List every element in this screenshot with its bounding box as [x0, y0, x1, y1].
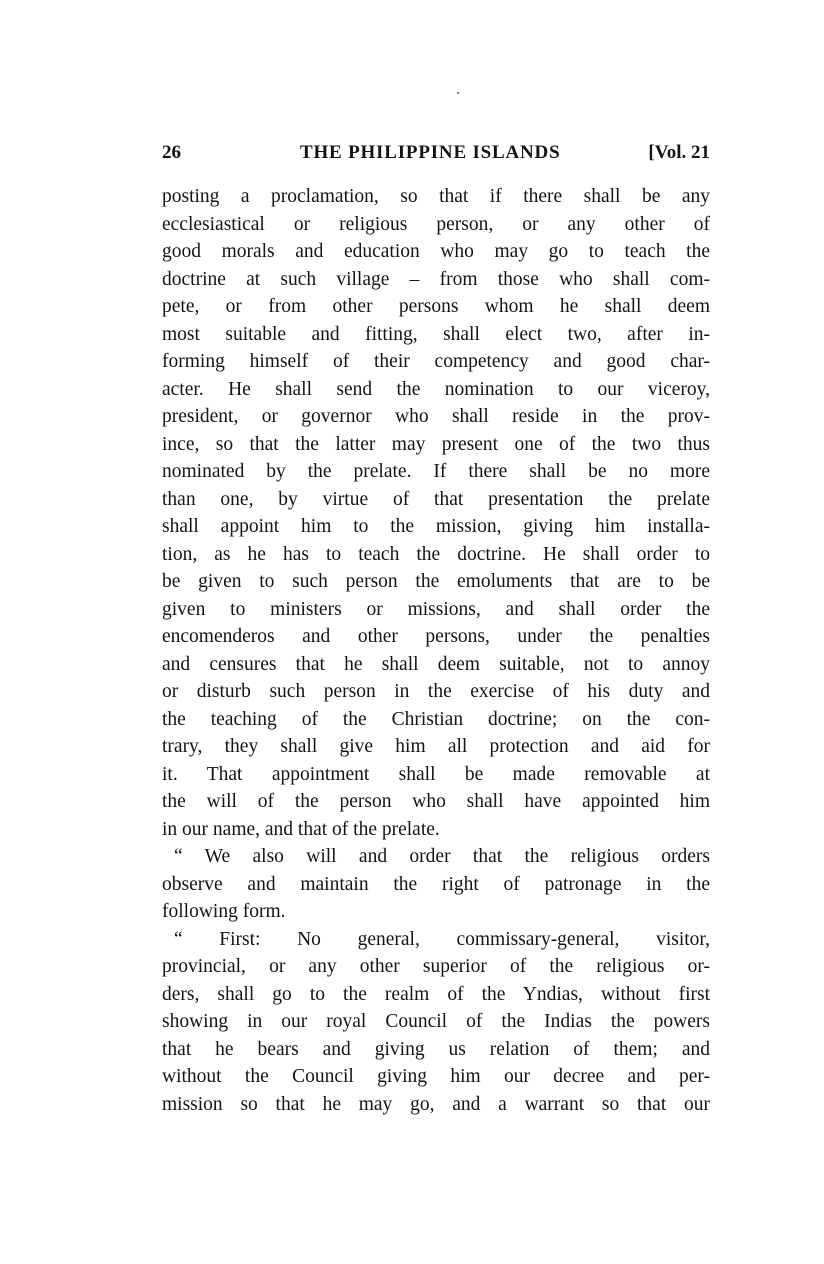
text-line: than one, by virtue of that presentation the prelate	[162, 488, 710, 510]
text-line: ince, so that the latter may present one of the two thus	[162, 433, 710, 455]
text-line: without the Council giving him our decree and per-	[162, 1066, 710, 1087]
text-line: observe and maintain the right of patronage in the	[162, 873, 710, 895]
text-line: and censures that he shall deem suitable, not to annoy	[162, 653, 710, 675]
text-line: shall appoint him to the mission, giving him installa-	[162, 516, 710, 537]
text-line: ders, shall go to the realm of the Yndias, without first	[162, 983, 710, 1005]
text-line: that he bears and giving us relation of them; and	[162, 1038, 710, 1060]
print-speck	[457, 92, 459, 94]
text-line: encomenderos and other persons, under the penalties	[162, 626, 710, 647]
text-line: the will of the person who shall have appointed him	[162, 791, 710, 812]
text-line: showing in our royal Council of the Indias the powers	[162, 1011, 710, 1032]
text-line: the teaching of the Christian doctrine; on the con-	[162, 708, 710, 730]
text-line: pete, or from other persons whom he shall deem	[162, 296, 710, 317]
text-line: following form.	[162, 901, 286, 922]
text-line: nominated by the prelate. If there shall be no more	[162, 461, 710, 482]
volume-reference: [Vol. 21	[648, 142, 710, 163]
text-line: tion, as he has to teach the doctrine. He shall order to	[162, 543, 710, 565]
text-line: in our name, and that of the prelate.	[162, 818, 440, 840]
text-line: good morals and education who may go to teach the	[162, 241, 710, 262]
text-line: doctrine at such village – from those who shall com-	[162, 268, 710, 290]
text-line: mission so that he may go, and a warrant so that our	[162, 1093, 710, 1115]
text-line: forming himself of their competency and good char-	[162, 351, 710, 372]
text-line: ecclesiastical or religious person, or any other of	[162, 213, 710, 235]
text-line: trary, they shall give him all protection and aid for	[162, 736, 710, 757]
text-line: acter. He shall send the nomination to our viceroy,	[162, 378, 710, 400]
text-line: given to ministers or missions, and shall order the	[162, 598, 710, 620]
text-line: “ We also will and order that the religious orders	[174, 846, 710, 867]
text-line: it. That appointment shall be made removable at	[162, 763, 710, 785]
text-line: president, or governor who shall reside in the prov-	[162, 406, 710, 427]
text-line: “ First: No general, commissary-general, visitor,	[174, 928, 710, 950]
text-line: or disturb such person in the exercise of his duty and	[162, 681, 710, 702]
page-number: 26	[162, 142, 181, 163]
text-line: most suitable and fitting, shall elect two, after in-	[162, 323, 710, 345]
text-line: posting a proclamation, so that if there shall be any	[162, 186, 710, 207]
text-line: provincial, or any other superior of the religious or-	[162, 956, 710, 977]
running-header	[162, 136, 710, 170]
body-text	[162, 183, 710, 1118]
text-line: be given to such person the emoluments that are to be	[162, 571, 710, 592]
running-title: THE PHILIPPINE ISLANDS	[300, 142, 561, 163]
